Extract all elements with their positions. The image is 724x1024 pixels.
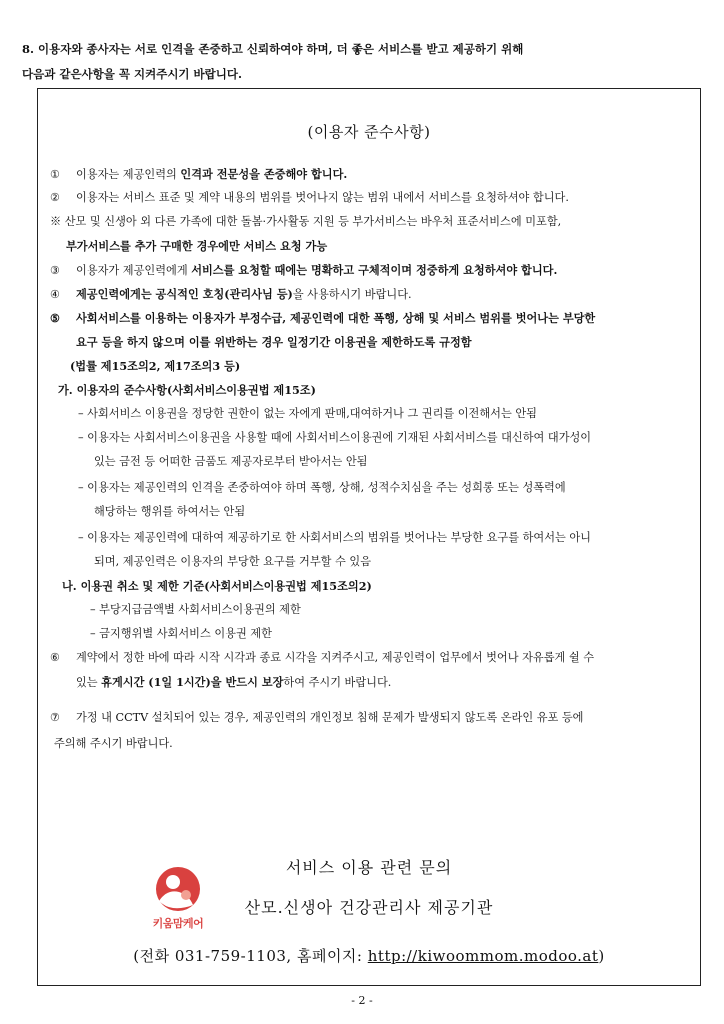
- note-line-2: 부가서비스를 추가 구매한 경우에만 서비스 요청 가능: [66, 239, 328, 253]
- footer-inquiry-title: 서비스 이용 관련 문의: [285, 858, 453, 877]
- item-5-line-3: (법률 제15조의2, 제17조의3 등): [70, 359, 241, 373]
- section-a-bullet-2b: 있는 금전 등 어떠한 금품도 제공자로부터 받아서는 안됨: [94, 455, 368, 468]
- section-b-title: 나. 이용권 취소 및 제한 기준(사회서비스이용권법 제15조의2): [62, 579, 372, 593]
- section-a-bullet-1: – 사회서비스 이용권을 정당한 권한이 없는 자에게 판매,대여하거나 그 권리를 이전해서는 안됨: [78, 407, 537, 420]
- section-a-title: 가. 이용자의 준수사항(사회서비스이용권법 제15조): [58, 383, 316, 397]
- section-a-bullet-3b: 해당하는 행위를 하여서는 안됨: [94, 505, 246, 518]
- item-7-line-2: 주의해 주시기 바랍니다.: [54, 737, 173, 750]
- section-a-bullet-4b: 되며, 제공인력은 이용자의 부당한 요구를 거부할 수 있음: [94, 555, 372, 568]
- box-title: (이용자 준수사항): [307, 123, 431, 141]
- item-6-line-1: ⑥ 계약에서 정한 바에 따라 시작 시각과 종료 시각을 지켜주시고, 제공인력이 업무에서 벗어나 자유롭게 쉴 수: [50, 651, 595, 664]
- footer-contact: (전화 031-759-1103, 홈페이지: http://kiwoommom.modoo.at): [133, 947, 605, 965]
- page-number: - 2 -: [351, 994, 373, 1007]
- section-b-bullet-1: – 부당지급금액별 사회서비스이용권의 제한: [90, 603, 301, 616]
- item-5-line-2: 요구 등을 하지 않으며 이를 위반하는 경우 일정기간 이용권을 제한하도록 규정함: [76, 335, 472, 349]
- homepage-link[interactable]: http://kiwoommom.modoo.at: [367, 947, 599, 965]
- item-7-line-1: ⑦ 가정 내 CCTV 설치되어 있는 경우, 제공인력의 개인정보 침해 문제가 발생되지 않도록 온라인 유포 등에: [50, 711, 584, 724]
- section-a-bullet-3a: – 이용자는 제공인력의 인격을 존중하여야 하며 폭행, 상해, 성적수치심을 주는 성희롱 또는 성폭력에: [78, 481, 566, 494]
- section-a-bullet-2a: – 이용자는 사회서비스이용권을 사용할 때에 사회서비스이용권에 기재된 사회서비스를 대신하여 대가성이: [78, 431, 592, 444]
- note-line-1: ※ 산모 및 신생아 외 다른 가족에 대한 돌봄·가사활동 지원 등 부가서비스는 바우처 표준서비스에 미포함,: [50, 215, 562, 228]
- section-b-bullet-2: – 금지행위별 사회서비스 이용권 제한: [90, 627, 272, 640]
- section-a-bullet-4a: – 이용자는 제공인력에 대하여 제공하기로 한 사회서비스의 범위를 벗어나는 부당한 요구를 하여서는 아니: [78, 531, 591, 544]
- intro-line-1: 8. 이용자와 종사자는 서로 인격을 존중하고 신뢰하여야 하며, 더 좋은 서비스를 받고 제공하기 위해: [22, 42, 524, 56]
- intro-line-2: 다음과 같은사항을 꼭 지켜주시기 바랍니다.: [22, 67, 242, 81]
- item-2: ② 이용자는 서비스 표준 및 계약 내용의 범위를 벗어나지 않는 범위 내에서 서비스를 요청하셔야 합니다.: [50, 191, 569, 204]
- item-6-line-2: 있는 휴게시간 (1일 1시간)을 반드시 보장하여 주시기 바랍니다.: [76, 675, 392, 689]
- item-4: ④ 제공인력에게는 공식적인 호칭(관리사님 등)을 사용하시기 바랍니다.: [50, 287, 412, 301]
- item-3: ③ 이용자가 제공인력에게 서비스를 요청할 때에는 명확하고 구체적이며 정중하게 요청하셔야 합니다.: [50, 263, 558, 277]
- intro-paragraph: [22, 40, 702, 90]
- item-5-line-1: ⑤ 사회서비스를 이용하는 이용자가 부정수급, 제공인력에 대한 폭행, 상해 및 서비스 범위를 벗어나는 부당한: [50, 311, 596, 325]
- compliance-box: [37, 88, 701, 986]
- footer-provider-name: 산모.신생아 건강관리사 제공기관: [244, 898, 494, 917]
- logo-text: 키움맘케어: [152, 917, 204, 930]
- item-1: ① 이용자는 제공인력의 인격과 전문성을 존중해야 합니다.: [50, 167, 348, 181]
